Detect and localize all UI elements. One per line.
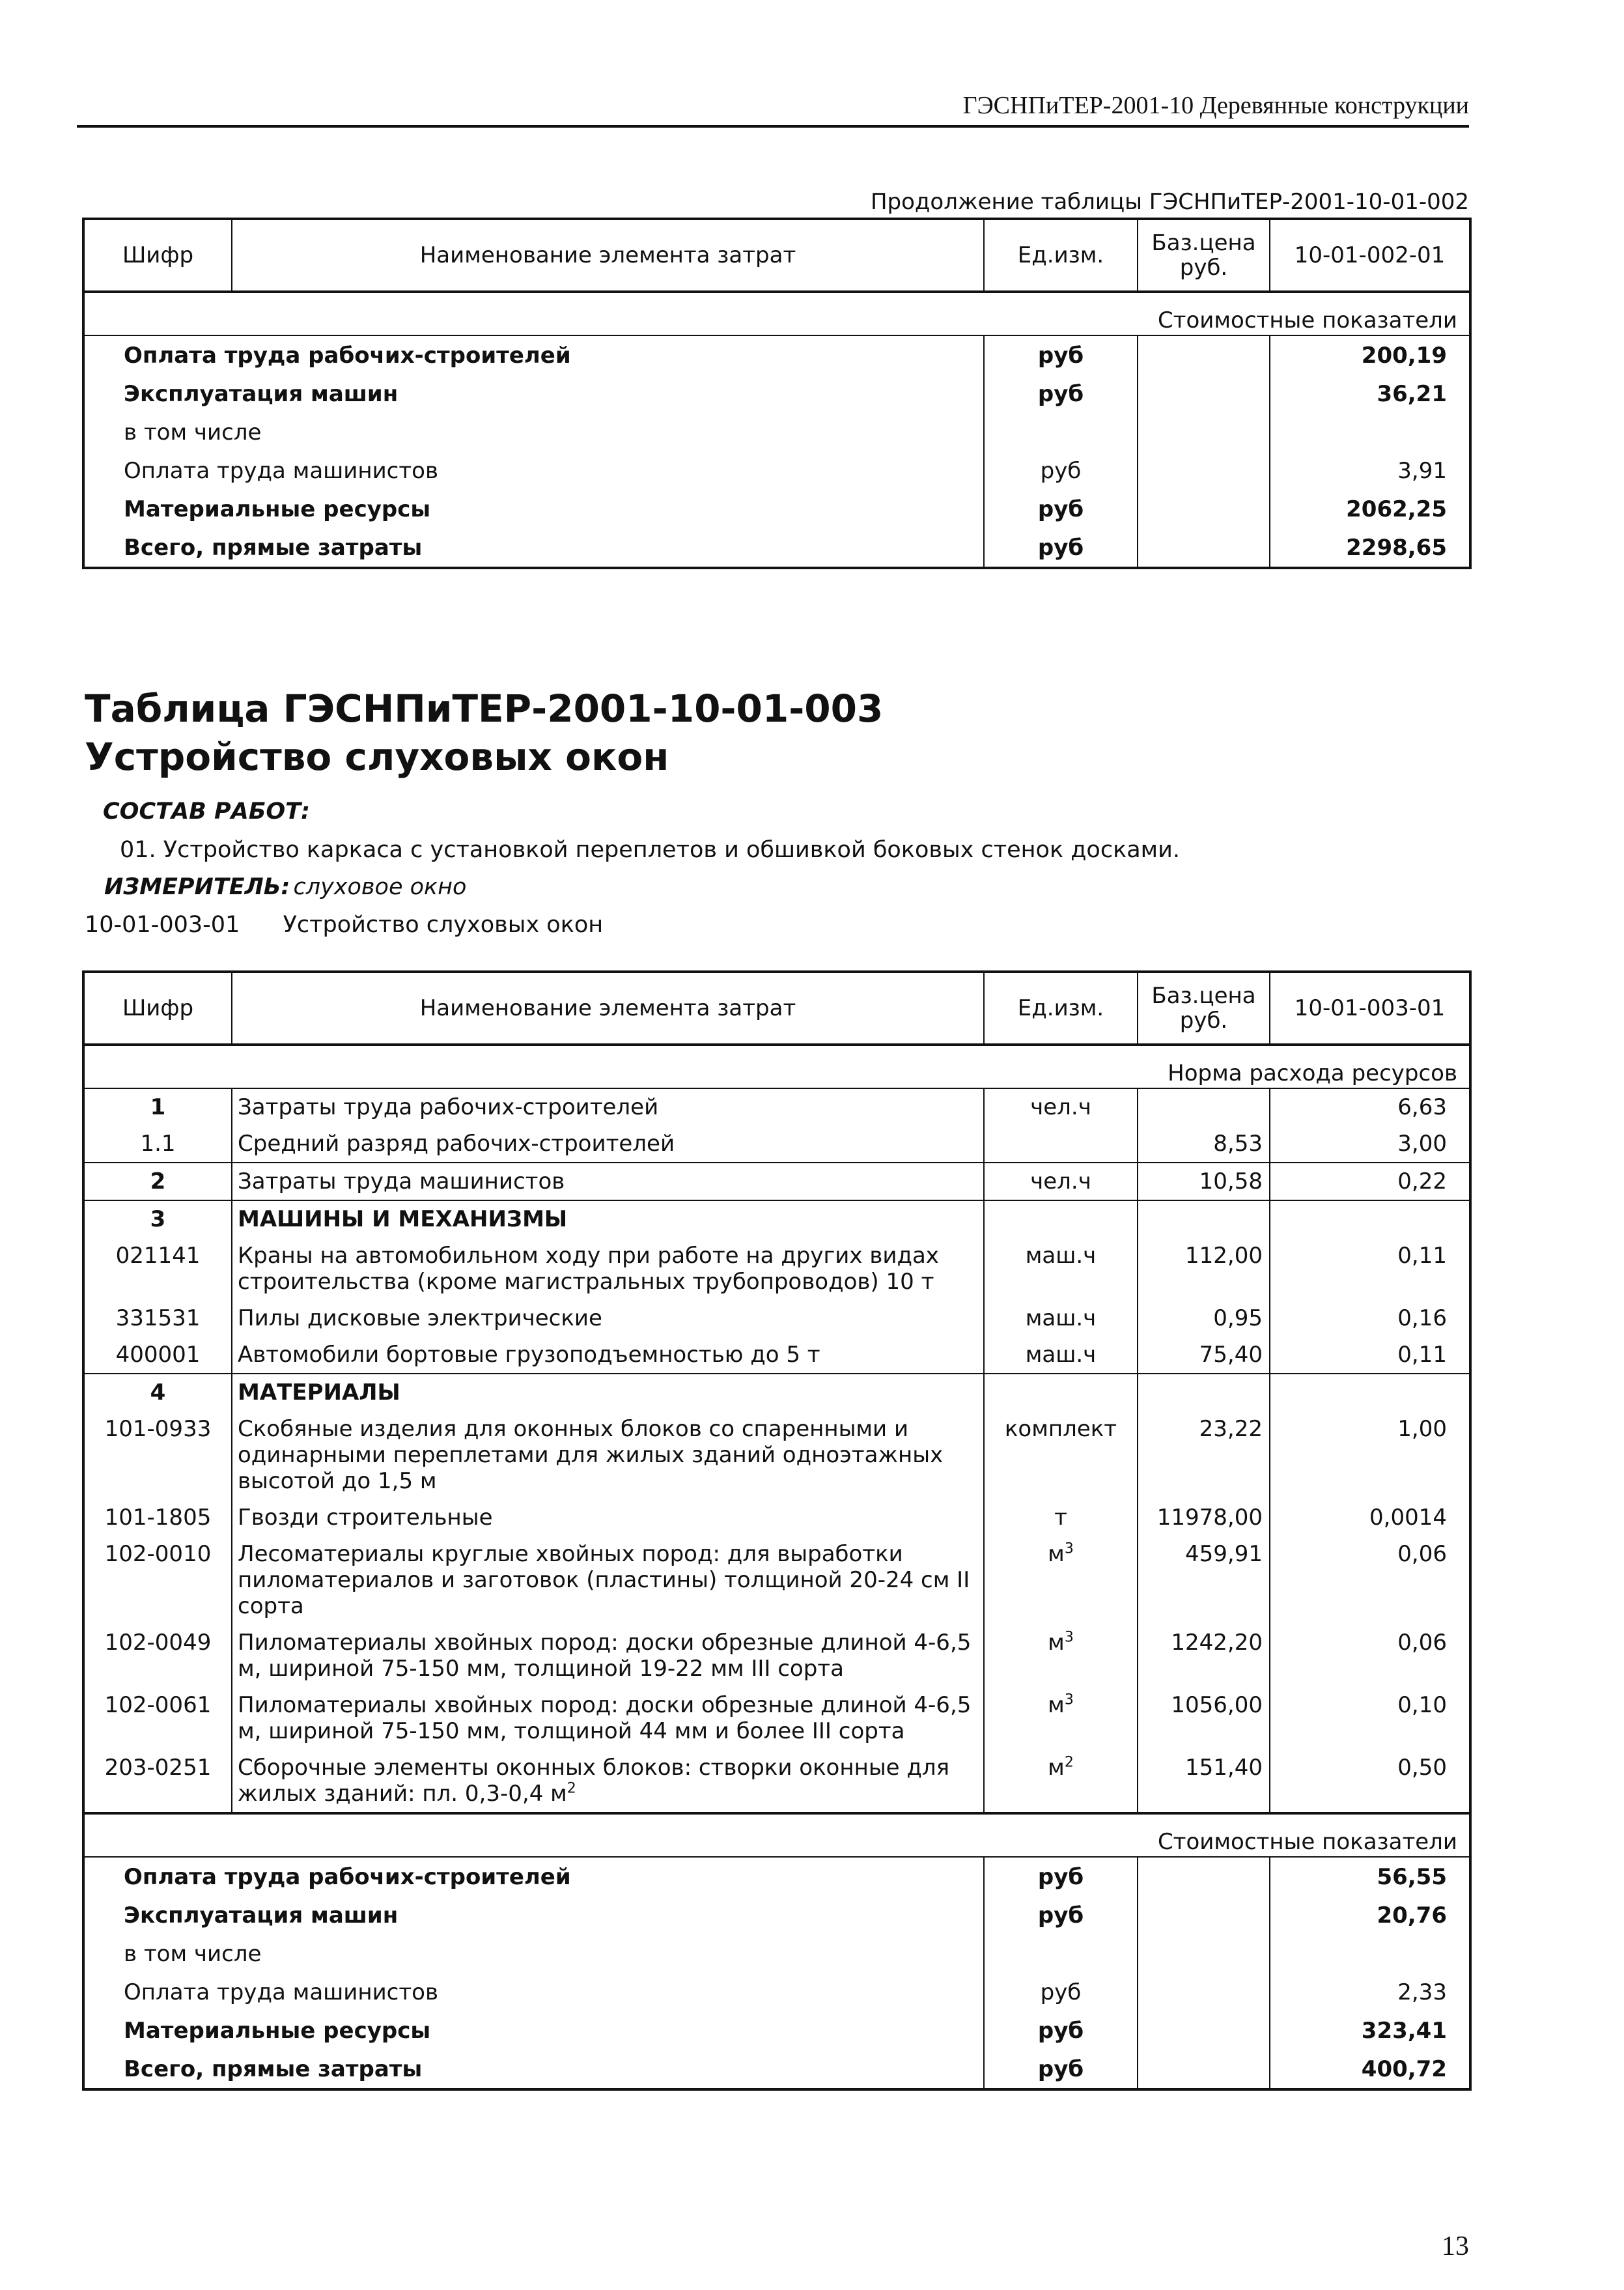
cost-unit: руб [984, 528, 1138, 568]
resource-row [83, 1163, 1470, 1200]
resource-code: 101-0933 [83, 1411, 232, 1499]
resource-unit: маш.ч [984, 1300, 1138, 1336]
resource-price: 151,40 [1138, 1749, 1270, 1813]
resource-name: Пиломатериалы хвойных пород: доски обрезные длиной 4-6,5 м, шириной 75-150 мм, толщиной 19-22 мм III сорта [232, 1624, 984, 1687]
col-code-header: Шифр [83, 972, 232, 1045]
cost-price [1138, 490, 1270, 528]
resource-price: 0,95 [1138, 1300, 1270, 1336]
cost-value: 36,21 [1270, 375, 1470, 413]
cost-name: в том числе [83, 413, 984, 451]
cost-price [1138, 375, 1270, 413]
cost-price [1138, 335, 1270, 375]
page-number: 13 [1442, 2231, 1469, 2261]
resource-price: 8,53 [1138, 1125, 1270, 1163]
resource-code: 021141 [83, 1237, 232, 1300]
resource-unit: $м^3$ [984, 1624, 1138, 1687]
resource-unit: $м^2$ [984, 1749, 1138, 1813]
resource-code: 102-0010 [83, 1536, 232, 1624]
cost-value: 56,55 [1270, 1857, 1470, 1896]
resource-code: 331531 [83, 1300, 232, 1336]
resource-code: 102-0061 [83, 1687, 232, 1749]
resource-value: 1,00 [1270, 1411, 1470, 1499]
col-price-header: Баз.цена руб. [1138, 972, 1270, 1045]
table-title: Таблица ГЭСНПиТЕР-2001-10-01-003 [85, 686, 884, 731]
works-label: СОСТАВ РАБОТ: [103, 799, 310, 825]
norm-line [85, 912, 603, 938]
cost-row [83, 1857, 1470, 1896]
resource-row [83, 1536, 1470, 1624]
cost-name: Оплата труда рабочих-строителей [83, 335, 984, 375]
resource-row [83, 1687, 1470, 1749]
resource-name: Краны на автомобильном ходу при работе на других видах строительства (кроме магистральных трубопроводов) 10 т [232, 1237, 984, 1300]
cost-name: в том числе [83, 1934, 984, 1973]
resource-name: Пилы дисковые электрические [232, 1300, 984, 1336]
resource-code: 1.1 [83, 1125, 232, 1163]
cost-unit: руб [984, 2011, 1138, 2050]
resource-value: 3,00 [1270, 1125, 1470, 1163]
resource-name: МАТЕРИАЛЫ [232, 1374, 984, 1411]
resource-code: 101-1805 [83, 1499, 232, 1536]
resource-unit [984, 1125, 1138, 1163]
resource-price [1138, 1200, 1270, 1237]
cost-row [83, 1973, 1470, 2011]
resource-price: 1242,20 [1138, 1624, 1270, 1687]
resource-unit: т [984, 1499, 1138, 1536]
resource-code: 3 [83, 1200, 232, 1237]
section-label-row [83, 1045, 1470, 1088]
col-name-header: Наименование элемента затрат [232, 972, 984, 1045]
cost-unit: руб [984, 1857, 1138, 1896]
cost-table-continued [82, 218, 1472, 569]
resource-value [1270, 1374, 1470, 1411]
resource-code: 203-0251 [83, 1749, 232, 1813]
meter-line [104, 874, 466, 900]
cost-unit: руб [984, 1896, 1138, 1934]
section-label-row [83, 292, 1470, 335]
resource-unit [984, 1374, 1138, 1411]
cost-price [1138, 2011, 1270, 2050]
resource-value: 0,22 [1270, 1163, 1470, 1200]
resource-row [83, 1499, 1470, 1536]
resource-table [82, 970, 1472, 2091]
cost-row [83, 335, 1470, 375]
section-label: Норма расхода ресурсов [83, 1045, 1470, 1088]
resource-name: Автомобили бортовые грузоподъемностью до 5 т [232, 1336, 984, 1374]
cost-value: 400,72 [1270, 2050, 1470, 2089]
cost-value [1270, 1934, 1470, 1973]
cost-unit: руб [984, 375, 1138, 413]
cost-unit: руб [984, 451, 1138, 490]
cost-name: Материальные ресурсы [83, 2011, 984, 2050]
cost-row [83, 375, 1470, 413]
header-rule [77, 125, 1469, 128]
cost-row [83, 528, 1470, 568]
resource-code: 4 [83, 1374, 232, 1411]
resource-price [1138, 1374, 1270, 1411]
resource-name: Гвозди строительные [232, 1499, 984, 1536]
cost-name: Материальные ресурсы [83, 490, 984, 528]
cost-unit: руб [984, 1973, 1138, 2011]
running-header [77, 91, 1469, 122]
cost-unit: руб [984, 335, 1138, 375]
resource-value: 0,50 [1270, 1749, 1470, 1813]
resource-row [83, 1374, 1470, 1411]
norm-name: Устройство слуховых окон [283, 912, 604, 938]
work-item: 01. Устройство каркаса с установкой переплетов и обшивкой боковых стенок досками. [120, 837, 1180, 863]
resource-value: 0,06 [1270, 1536, 1470, 1624]
cost-name: Оплата труда машинистов [83, 451, 984, 490]
cost-name: Эксплуатация машин [83, 375, 984, 413]
resource-price: 459,91 [1138, 1536, 1270, 1624]
cost-unit [984, 413, 1138, 451]
cost-price [1138, 1934, 1270, 1973]
cost-row [83, 2050, 1470, 2089]
resource-value: 6,63 [1270, 1088, 1470, 1125]
table-subtitle: Устройство слуховых окон [85, 735, 669, 779]
cost-price [1138, 528, 1270, 568]
col-name-header: Наименование элемента затрат [232, 219, 984, 292]
resource-name: Сборочные элементы оконных блоков: створки оконные для жилых зданий: пл. 0,3-0,4 $м^2$ [232, 1749, 984, 1813]
norm-code: 10-01-003-01 [85, 912, 240, 938]
resource-value: 0,0014 [1270, 1499, 1470, 1536]
resource-row [83, 1336, 1470, 1374]
resource-code: 400001 [83, 1336, 232, 1374]
cost-rows [83, 335, 1470, 568]
resource-name: Скобяные изделия для оконных блоков со спаренными и одинарными переплетами для жилых зданий одноэтажных высотой до 1,5 м [232, 1411, 984, 1499]
resource-value: 0,11 [1270, 1336, 1470, 1374]
resource-code: 1 [83, 1088, 232, 1125]
resource-name: Средний разряд рабочих-строителей [232, 1125, 984, 1163]
cost-row [83, 1896, 1470, 1934]
resource-unit: $м^3$ [984, 1536, 1138, 1624]
resource-unit: комплект [984, 1411, 1138, 1499]
cost-price [1138, 2050, 1270, 2089]
cost-value: 323,41 [1270, 2011, 1470, 2050]
cost-row [83, 451, 1470, 490]
col-unit-header: Ед.изм. [984, 972, 1138, 1045]
cost-unit: руб [984, 2050, 1138, 2089]
resource-row [83, 1624, 1470, 1687]
resource-code: 102-0049 [83, 1624, 232, 1687]
cost-unit [984, 1934, 1138, 1973]
resource-price [1138, 1088, 1270, 1125]
resource-rows [83, 1088, 1470, 1813]
resource-value: 0,10 [1270, 1687, 1470, 1749]
resource-unit: $м^3$ [984, 1687, 1138, 1749]
resource-row [83, 1300, 1470, 1336]
resource-price: 10,58 [1138, 1163, 1270, 1200]
cost-row [83, 490, 1470, 528]
cost-value: 200,19 [1270, 335, 1470, 375]
resource-row [83, 1088, 1470, 1125]
cost-price [1138, 413, 1270, 451]
resource-row [83, 1749, 1470, 1813]
cost-name: Оплата труда машинистов [83, 1973, 984, 2011]
continuation-caption: Продолжение таблицы ГЭСНПиТЕР-2001-10-01-002 [870, 189, 1469, 215]
cost-row [83, 413, 1470, 451]
cost-unit: руб [984, 490, 1138, 528]
cost-value: 2298,65 [1270, 528, 1470, 568]
cost-value [1270, 413, 1470, 451]
cost-row [83, 1934, 1470, 1973]
meter-label: ИЗМЕРИТЕЛЬ: [104, 874, 290, 900]
resource-value [1270, 1200, 1470, 1237]
resource-value: 0,06 [1270, 1624, 1470, 1687]
cost-name: Эксплуатация машин [83, 1896, 984, 1934]
cost-price [1138, 1973, 1270, 2011]
resource-value: 0,11 [1270, 1237, 1470, 1300]
resource-unit: чел.ч [984, 1088, 1138, 1125]
resource-unit [984, 1200, 1138, 1237]
resource-name: МАШИНЫ И МЕХАНИЗМЫ [232, 1200, 984, 1237]
meter-value: слуховое окно [293, 874, 467, 900]
resource-row [83, 1125, 1470, 1163]
resource-name: Лесоматериалы круглые хвойных пород: для выработки пиломатериалов и заготовок (пластины) толщиной 20-24 см II сорта [232, 1536, 984, 1624]
cost-price [1138, 1896, 1270, 1934]
cost-row [83, 2011, 1470, 2050]
cost-price [1138, 1857, 1270, 1896]
cost-rows [83, 1857, 1470, 2089]
cost-name: Оплата труда рабочих-строителей [83, 1857, 984, 1896]
resource-name: Затраты труда рабочих-строителей [232, 1088, 984, 1125]
resource-row [83, 1411, 1470, 1499]
running-header-text: ГЭСНПиТЕР-2001-10 Деревянные конструкции [962, 92, 1469, 119]
resource-price: 1056,00 [1138, 1687, 1270, 1749]
resource-row [83, 1200, 1470, 1237]
resource-price: 23,22 [1138, 1411, 1270, 1499]
col-norm-header: 10-01-003-01 [1270, 972, 1470, 1045]
resource-price: 11978,00 [1138, 1499, 1270, 1536]
resource-value: 0,16 [1270, 1300, 1470, 1336]
resource-unit: маш.ч [984, 1237, 1138, 1300]
col-unit-header: Ед.изм. [984, 219, 1138, 292]
cost-value: 20,76 [1270, 1896, 1470, 1934]
table-header-row [83, 219, 1470, 292]
resource-unit: маш.ч [984, 1336, 1138, 1374]
col-code-header: Шифр [83, 219, 232, 292]
cost-value: 2062,25 [1270, 490, 1470, 528]
cost-value: 3,91 [1270, 451, 1470, 490]
resource-price: 75,40 [1138, 1336, 1270, 1374]
resource-name: Пиломатериалы хвойных пород: доски обрезные длиной 4-6,5 м, шириной 75-150 мм, толщиной 44 мм и более III сорта [232, 1687, 984, 1749]
resource-price: 112,00 [1138, 1237, 1270, 1300]
cost-price [1138, 451, 1270, 490]
resource-row [83, 1237, 1470, 1300]
resource-name: Затраты труда машинистов [232, 1163, 984, 1200]
resource-unit: чел.ч [984, 1163, 1138, 1200]
cost-name: Всего, прямые затраты [83, 528, 984, 568]
col-norm-header: 10-01-002-01 [1270, 219, 1470, 292]
cost-label: Стоимостные показатели [83, 1813, 1470, 1857]
section-label: Стоимостные показатели [83, 292, 1470, 335]
cost-value: 2,33 [1270, 1973, 1470, 2011]
resource-code: 2 [83, 1163, 232, 1200]
col-price-header: Баз.цена руб. [1138, 219, 1270, 292]
cost-label-row [83, 1813, 1470, 1857]
table-header-row [83, 972, 1470, 1045]
cost-name: Всего, прямые затраты [83, 2050, 984, 2089]
